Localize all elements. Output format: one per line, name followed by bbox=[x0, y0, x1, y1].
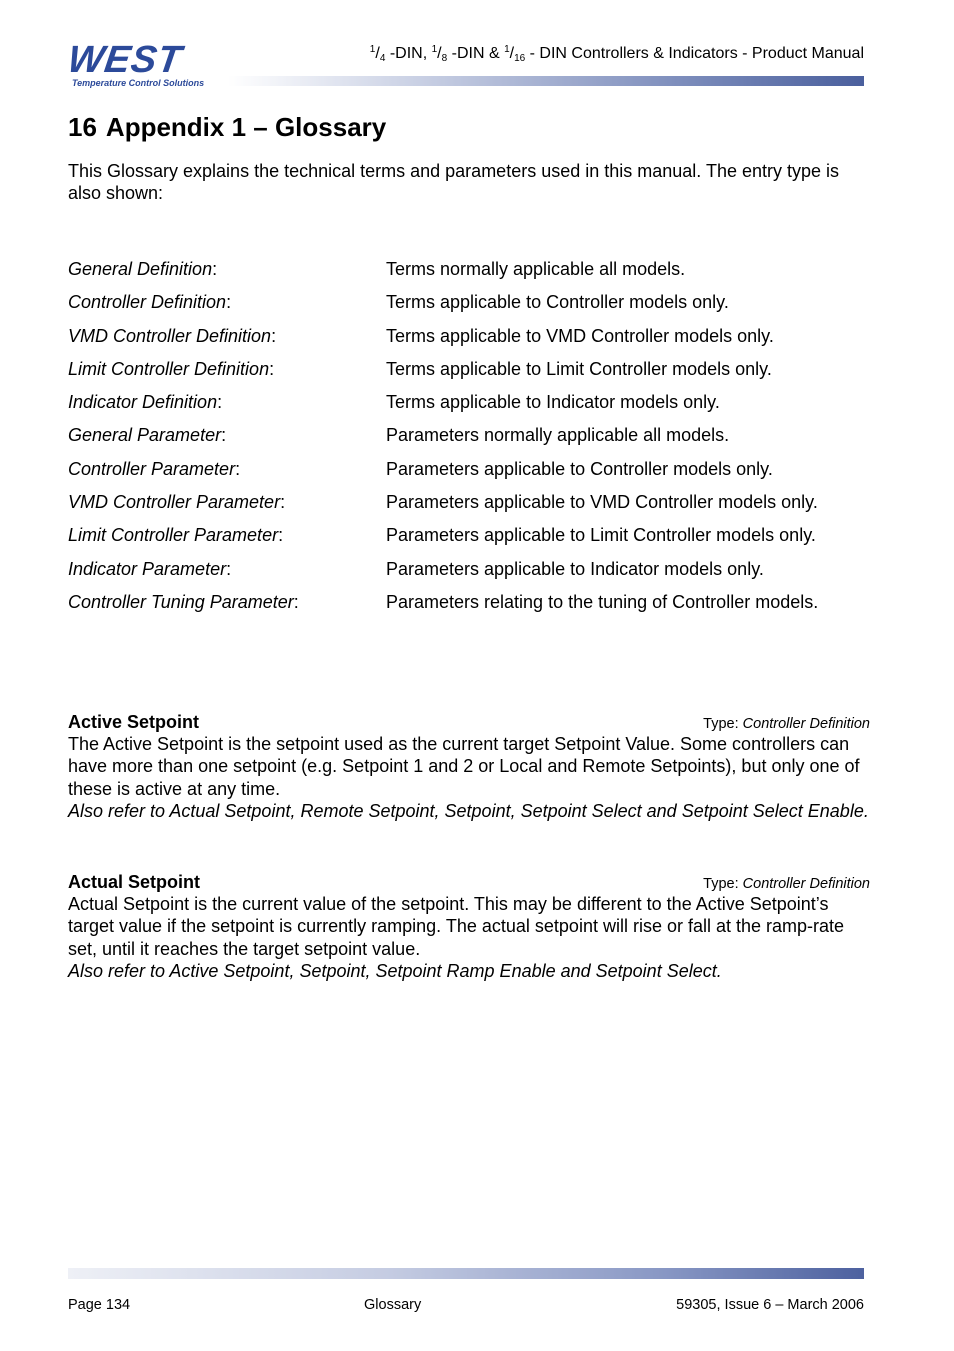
glossary-entry-header bbox=[68, 711, 870, 733]
entry-type-description: Parameters applicable to VMD Controller models only. bbox=[386, 492, 818, 513]
entry-type-row bbox=[68, 356, 868, 389]
entry-type-term: Limit Controller Definition: bbox=[68, 358, 275, 379]
glossary-term: Actual Setpoint bbox=[68, 872, 201, 892]
fraction-denominator: 4 bbox=[379, 53, 386, 64]
header-title: $^1/_4$ -DIN, $^1/_8$ -DIN & $^1/_{16}$ - DIN Controllers & Indicators - Product Manual bbox=[369, 44, 864, 64]
entry-type-description: Terms applicable to Limit Controller models only. bbox=[386, 358, 772, 379]
entry-type-term: Indicator Definition: bbox=[68, 392, 223, 413]
header-text: - DIN Controllers & Indicators - Product Manual bbox=[525, 45, 864, 62]
entry-type-term: Limit Controller Parameter: bbox=[68, 525, 284, 546]
entry-type-term: Controller Parameter: bbox=[68, 458, 241, 479]
entry-type-description: Terms applicable to VMD Controller models only. bbox=[386, 325, 774, 346]
glossary-see-also: Also refer to Active Setpoint, Setpoint, Setpoint Ramp Enable and Setpoint Select. bbox=[68, 961, 722, 982]
glossary-entry bbox=[68, 711, 870, 823]
entry-type-term: Indicator Parameter: bbox=[68, 558, 232, 579]
entry-type-row bbox=[68, 522, 868, 555]
intro-paragraph: This Glossary explains the technical terms and parameters used in this manual. The entry type is also shown: bbox=[68, 161, 840, 203]
entry-type-row bbox=[68, 389, 868, 422]
entry-type-list bbox=[68, 256, 868, 622]
header-text: -DIN & bbox=[447, 45, 505, 62]
glossary-definition: The Active Setpoint is the setpoint used as the current target Setpoint Value. Some controllers can have more than one setpoint (e.g. Setpoint 1 and 2 or Local and Remote Setpoints), but only one of these is active at any time. bbox=[68, 734, 860, 799]
footer-page-number: Page 134 bbox=[68, 1297, 131, 1313]
header-text: -DIN, bbox=[385, 45, 432, 62]
section-title: Appendix 1 – Glossary bbox=[105, 112, 387, 142]
entry-type-row bbox=[68, 589, 868, 622]
glossary-definition: Actual Setpoint is the current value of the setpoint. This may be different to the Active Setpoint’s target value if the setpoint is currently ramping. The actual setpoint will rise or fall at the ramp-rate set, until it reaches the target setpoint value. bbox=[68, 894, 845, 959]
fraction-denominator: 8 bbox=[441, 53, 448, 64]
entry-type-row bbox=[68, 456, 868, 489]
entry-type-term: General Definition: bbox=[68, 259, 218, 279]
entry-type-row bbox=[68, 556, 868, 589]
entry-type-row bbox=[68, 489, 868, 522]
glossary-entry-type: Type: Controller Definition bbox=[703, 716, 870, 732]
entry-type-term: VMD Controller Definition: bbox=[68, 325, 277, 346]
footer-rule bbox=[68, 1268, 864, 1279]
section-number: 16 bbox=[68, 112, 97, 142]
logo-tagline: Temperature Control Solutions bbox=[72, 78, 205, 88]
glossary-entry bbox=[68, 871, 870, 983]
entry-type-row bbox=[68, 256, 868, 289]
entry-type-description: Terms applicable to Controller models only. bbox=[386, 292, 729, 313]
entry-type-description: Terms applicable to Indicator models only. bbox=[386, 392, 720, 413]
glossary-entry-type: Type: Controller Definition bbox=[703, 876, 870, 892]
entry-type-description: Parameters applicable to Indicator models only. bbox=[386, 558, 764, 579]
header-rule bbox=[228, 76, 864, 86]
logo-wordmark: WEST bbox=[65, 39, 185, 81]
entry-type-row bbox=[68, 422, 868, 455]
entry-type-term: General Parameter: bbox=[68, 425, 227, 446]
entry-type-description: Terms normally applicable all models. bbox=[386, 259, 686, 279]
entry-type-row bbox=[68, 323, 868, 356]
section-heading bbox=[68, 112, 386, 143]
footer-section: Glossary bbox=[364, 1297, 422, 1313]
entry-type-description: Parameters relating to the tuning of Controller models. bbox=[386, 591, 819, 612]
entry-type-row bbox=[68, 289, 868, 322]
fraction-denominator: 16 bbox=[514, 53, 526, 64]
fraction-numerator: 1 bbox=[504, 44, 510, 55]
glossary-see-also: Also refer to Actual Setpoint, Remote Setpoint, Setpoint, Setpoint Select and Setpoint Select Enable. bbox=[68, 801, 869, 822]
entry-type-description: Parameters applicable to Controller models only. bbox=[386, 458, 773, 479]
entry-type-term: VMD Controller Parameter: bbox=[68, 492, 286, 513]
fraction-numerator: 1 bbox=[369, 44, 376, 55]
entry-type-term: Controller Tuning Parameter: bbox=[68, 591, 299, 612]
entry-type-description: Parameters applicable to Limit Controller models only. bbox=[386, 525, 816, 546]
glossary-term: Active Setpoint bbox=[68, 712, 200, 732]
fraction-numerator: 1 bbox=[431, 44, 438, 55]
west-logo bbox=[65, 39, 228, 90]
footer-document-id: 59305, Issue 6 – March 2006 bbox=[676, 1297, 864, 1313]
entry-type-description: Parameters normally applicable all models. bbox=[386, 425, 730, 446]
glossary-entry-header bbox=[68, 871, 870, 893]
entry-type-term: Controller Definition: bbox=[68, 292, 232, 313]
